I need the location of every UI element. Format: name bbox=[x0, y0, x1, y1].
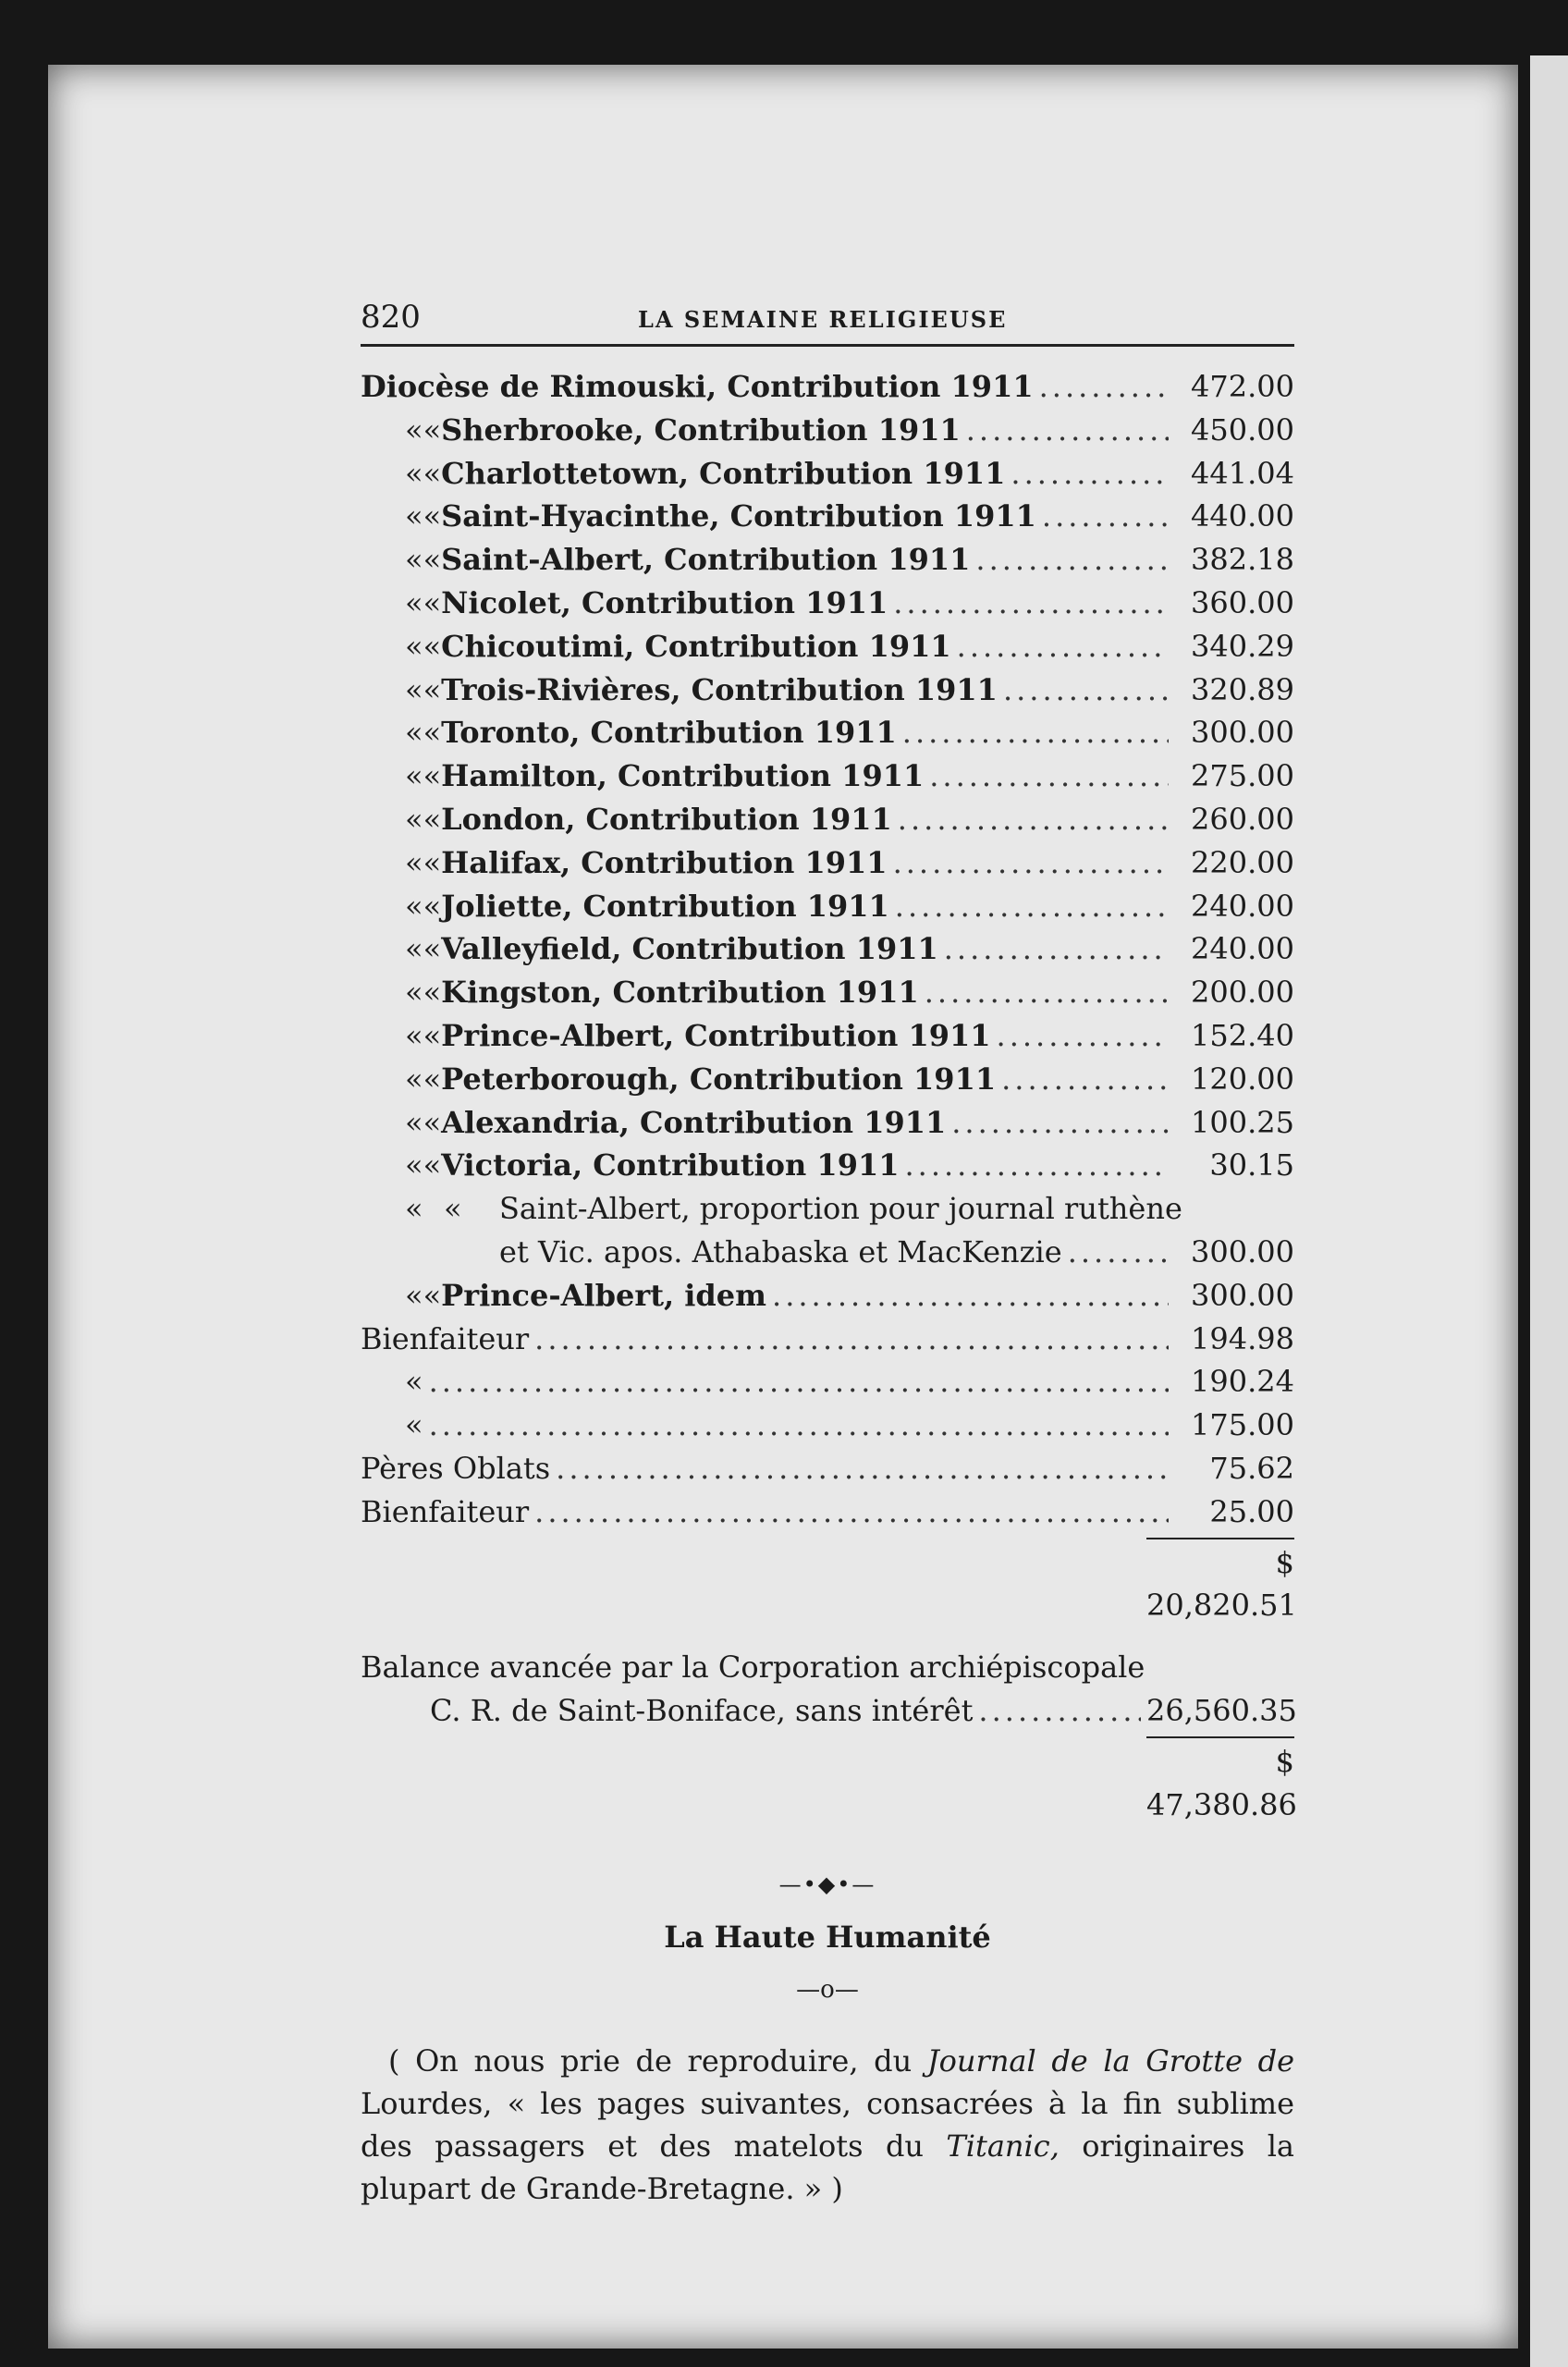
ditto-mark: « bbox=[405, 1277, 423, 1313]
list-item bbox=[361, 409, 1294, 452]
ditto-mark: « bbox=[405, 888, 423, 924]
entry-description: Nicolet, Contribution 1911 bbox=[441, 584, 888, 620]
ditto-mark: « bbox=[423, 1061, 442, 1097]
ditto-mark: « bbox=[405, 411, 423, 448]
intro-paragraph bbox=[361, 2040, 1294, 2210]
entry-amount: 75.62 bbox=[1209, 1450, 1294, 1486]
leader-dots bbox=[997, 1014, 1169, 1058]
list-item bbox=[361, 365, 1294, 409]
page-content bbox=[361, 296, 1297, 2210]
ditto-mark: « bbox=[423, 931, 442, 967]
entry-description: Valleyfield, Contribution 1911 bbox=[441, 931, 938, 967]
entry-amount: 275.00 bbox=[1191, 758, 1294, 794]
leader-dots bbox=[966, 409, 1169, 452]
subtotal-line bbox=[361, 1538, 1297, 1628]
ditto-mark: « bbox=[423, 1104, 442, 1140]
entry-amount: 25.00 bbox=[1209, 1493, 1294, 1529]
list-item bbox=[361, 1447, 1294, 1490]
balance-line-1: Balance avancée par la Corporation archiépiscopale bbox=[361, 1650, 1145, 1686]
entry-amount: 300.00 bbox=[1191, 715, 1294, 751]
entry-description: Saint-Hyacinthe, Contribution 1911 bbox=[441, 498, 1036, 534]
list-item bbox=[361, 625, 1294, 668]
list-item bbox=[361, 885, 1294, 928]
entry-amount: 300.00 bbox=[1191, 1233, 1294, 1269]
ditto-mark: « bbox=[423, 628, 442, 664]
entry-description: Trois-Rivières, Contribution 1911 bbox=[441, 671, 998, 707]
leader-dots bbox=[1011, 452, 1169, 496]
leader-dots bbox=[1003, 668, 1169, 712]
leader-dots bbox=[951, 1101, 1169, 1145]
section-title: La Haute Humanité bbox=[664, 1919, 991, 1956]
entry-amount: 240.00 bbox=[1191, 931, 1294, 967]
special-entry bbox=[361, 1187, 1294, 1274]
entry-description: Charlottetown, Contribution 1911 bbox=[441, 455, 1006, 491]
ditto-mark: « bbox=[405, 1364, 423, 1400]
entry-description: Victoria, Contribution 1911 bbox=[441, 1147, 900, 1184]
leader-dots bbox=[772, 1274, 1169, 1318]
entry-description: Bienfaiteur bbox=[361, 1493, 530, 1529]
entry-amount: 200.00 bbox=[1191, 975, 1294, 1011]
entry-amount: 120.00 bbox=[1191, 1061, 1294, 1097]
ditto-mark: « bbox=[405, 671, 423, 707]
entry-description: Kingston, Contribution 1911 bbox=[441, 975, 919, 1011]
ditto-mark: « bbox=[405, 542, 423, 578]
list-item bbox=[361, 538, 1294, 582]
entry-description: Peterborough, Contribution 1911 bbox=[441, 1061, 997, 1097]
ditto-mark: « bbox=[423, 1147, 442, 1184]
ditto-mark: « bbox=[423, 455, 442, 491]
list-item bbox=[361, 971, 1294, 1014]
entry-amount: 220.00 bbox=[1191, 844, 1294, 880]
leader-dots bbox=[893, 582, 1169, 625]
ditto-mark: « bbox=[423, 498, 442, 534]
leader-dots bbox=[902, 711, 1169, 754]
entry-amount: 440.00 bbox=[1191, 498, 1294, 534]
list-item bbox=[361, 495, 1294, 538]
ditto-mark: « bbox=[405, 1017, 423, 1053]
entry-description: Hamilton, Contribution 1911 bbox=[441, 758, 925, 794]
list-item bbox=[361, 841, 1294, 885]
list-item bbox=[361, 582, 1294, 625]
entry-description: Saint-Albert, proportion pour journal ruthène bbox=[499, 1191, 1182, 1227]
entry-amount: 100.25 bbox=[1191, 1104, 1294, 1140]
contribution-list bbox=[361, 365, 1294, 1187]
balance-entry bbox=[361, 1646, 1297, 1733]
entry-description: Bienfaiteur bbox=[361, 1320, 530, 1356]
list-item bbox=[361, 1274, 1294, 1318]
running-head: LA SEMAINE RELIGIEUSE bbox=[638, 306, 1008, 333]
ditto-mark: « bbox=[423, 844, 442, 880]
ditto-mark: « bbox=[423, 801, 442, 837]
entry-amount: 190.24 bbox=[1191, 1364, 1294, 1400]
list-item bbox=[361, 452, 1294, 496]
list-item bbox=[361, 1689, 1297, 1733]
paragraph-text: ( On nous prie de reproduire, du bbox=[388, 2042, 927, 2079]
ornament-divider: —•◆•— bbox=[778, 1871, 876, 1898]
entry-amount: 26,560.35 bbox=[1146, 1692, 1297, 1728]
list-item bbox=[361, 754, 1294, 798]
leader-dots bbox=[944, 927, 1169, 971]
entry-description: Halifax, Contribution 1911 bbox=[441, 844, 888, 880]
list-item bbox=[361, 1231, 1294, 1274]
ditto-mark: « bbox=[405, 1061, 423, 1097]
ditto-mark: « bbox=[423, 888, 442, 924]
entry-description: Saint-Albert, Contribution 1911 bbox=[441, 542, 971, 578]
contribution-list-2 bbox=[361, 1274, 1294, 1318]
ditto-mark: « bbox=[405, 498, 423, 534]
ditto-mark: « bbox=[405, 1147, 423, 1184]
entry-description: C. R. de Saint-Boniface, sans intérêt bbox=[430, 1692, 974, 1728]
entry-amount: 194.98 bbox=[1191, 1320, 1294, 1356]
ditto-mark: « bbox=[405, 931, 423, 967]
ditto-mark: « bbox=[423, 542, 442, 578]
list-item bbox=[361, 1404, 1294, 1447]
list-item bbox=[361, 798, 1294, 841]
ditto-mark: « bbox=[405, 801, 423, 837]
entry-amount: 320.89 bbox=[1191, 671, 1294, 707]
leader-dots bbox=[898, 798, 1169, 841]
list-item bbox=[361, 1318, 1294, 1361]
leader-dots bbox=[925, 971, 1169, 1014]
list-item bbox=[361, 1014, 1294, 1058]
ditto-mark: « bbox=[405, 844, 423, 880]
entry-description: Prince-Albert, idem bbox=[441, 1277, 767, 1313]
ditto-mark: « bbox=[423, 1277, 442, 1313]
list-item bbox=[361, 1101, 1294, 1145]
entry-amount: 30.15 bbox=[1209, 1147, 1294, 1184]
leader-dots bbox=[1039, 365, 1169, 409]
leader-dots bbox=[929, 754, 1169, 798]
leader-dots bbox=[904, 1144, 1169, 1187]
leader-dots bbox=[429, 1404, 1169, 1447]
entry-description: Prince-Albert, Contribution 1911 bbox=[441, 1017, 991, 1053]
leader-dots bbox=[1042, 495, 1169, 538]
ditto-mark: « bbox=[423, 1017, 442, 1053]
list-item bbox=[361, 668, 1294, 712]
paragraph-text: originaires la plupart de Grande-Bretagne. » ) bbox=[361, 2128, 1294, 2206]
ditto-mark: « bbox=[423, 758, 442, 794]
page-header bbox=[361, 296, 1294, 347]
entry-amount: 441.04 bbox=[1191, 455, 1294, 491]
entry-amount: 360.00 bbox=[1191, 584, 1294, 620]
leader-dots bbox=[1068, 1231, 1169, 1274]
entry-description: et Vic. apos. Athabaska et MacKenzie bbox=[499, 1233, 1062, 1269]
leader-dots bbox=[893, 841, 1169, 885]
entry-description: Sherbrooke, Contribution 1911 bbox=[441, 411, 961, 448]
list-item bbox=[361, 711, 1294, 754]
adjacent-page-edge bbox=[1530, 55, 1568, 2367]
ditto-mark: « bbox=[405, 1104, 423, 1140]
entry-description: Toronto, Contribution 1911 bbox=[441, 715, 897, 751]
leader-dots bbox=[534, 1490, 1169, 1534]
list-item bbox=[361, 1490, 1294, 1534]
leader-dots bbox=[957, 625, 1169, 668]
leader-dots bbox=[534, 1318, 1169, 1361]
ditto-mark: « bbox=[405, 584, 423, 620]
list-item bbox=[361, 1187, 1294, 1231]
ditto-mark: « bbox=[405, 1191, 423, 1227]
entry-amount: 175.00 bbox=[1191, 1407, 1294, 1443]
entry-description: London, Contribution 1911 bbox=[441, 801, 892, 837]
ditto-mark: « bbox=[423, 715, 442, 751]
entry-amount: 240.00 bbox=[1191, 888, 1294, 924]
list-item bbox=[361, 1058, 1294, 1101]
entry-amount: 300.00 bbox=[1191, 1277, 1294, 1313]
leader-dots bbox=[895, 885, 1169, 928]
ditto-mark: « bbox=[423, 584, 442, 620]
paragraph-text: Lourdes, « les pages suivantes, consacrées à la fin sublime des passagers et des matelots du bbox=[361, 2085, 1294, 2164]
entry-description: Diocèse de Rimouski, Contribution 1911 bbox=[361, 369, 1034, 404]
ditto-mark: « bbox=[423, 411, 442, 448]
list-item bbox=[361, 1360, 1294, 1404]
benefactor-list bbox=[361, 1318, 1294, 1534]
entry-amount: 260.00 bbox=[1191, 801, 1294, 837]
entry-description: Joliette, Contribution 1911 bbox=[441, 888, 889, 924]
entry-description: Pères Oblats bbox=[361, 1450, 551, 1486]
ditto-mark: « bbox=[405, 1407, 423, 1443]
entry-description: Alexandria, Contribution 1911 bbox=[441, 1104, 947, 1140]
ditto-mark: « bbox=[405, 455, 423, 491]
leader-dots bbox=[556, 1447, 1169, 1490]
ditto-mark: « bbox=[405, 975, 423, 1011]
ditto-mark: « bbox=[405, 715, 423, 751]
ditto-mark: « bbox=[405, 628, 423, 664]
subtotal-amount: $ 20,820.51 bbox=[1146, 1538, 1294, 1628]
ditto-mark: « bbox=[423, 975, 442, 1011]
entry-amount: 340.29 bbox=[1191, 628, 1294, 664]
leader-dots bbox=[978, 1689, 1141, 1733]
ditto-mark: « bbox=[405, 758, 423, 794]
entry-description: Chicoutimi, Contribution 1911 bbox=[441, 628, 951, 664]
leader-dots bbox=[975, 538, 1169, 582]
entry-amount: 382.18 bbox=[1191, 542, 1294, 578]
list-item bbox=[361, 1144, 1294, 1187]
page-number: 820 bbox=[361, 299, 421, 336]
leader-dots bbox=[429, 1360, 1169, 1404]
list-item bbox=[361, 927, 1294, 971]
leader-dots bbox=[1001, 1058, 1169, 1101]
ditto-mark: « bbox=[444, 1191, 462, 1227]
paragraph-italic: Journal de la Grotte de bbox=[926, 2042, 1295, 2079]
entry-amount: 152.40 bbox=[1191, 1017, 1294, 1053]
ornament-divider-small: —o— bbox=[796, 1975, 859, 2004]
ditto-mark: « bbox=[423, 671, 442, 707]
grand-total-amount: $ 47,380.86 bbox=[1146, 1736, 1294, 1827]
entry-amount: 472.00 bbox=[1191, 369, 1294, 404]
paragraph-italic: Titanic, bbox=[946, 2128, 1060, 2164]
grand-total-line bbox=[361, 1736, 1297, 1827]
entry-amount: 450.00 bbox=[1191, 411, 1294, 448]
